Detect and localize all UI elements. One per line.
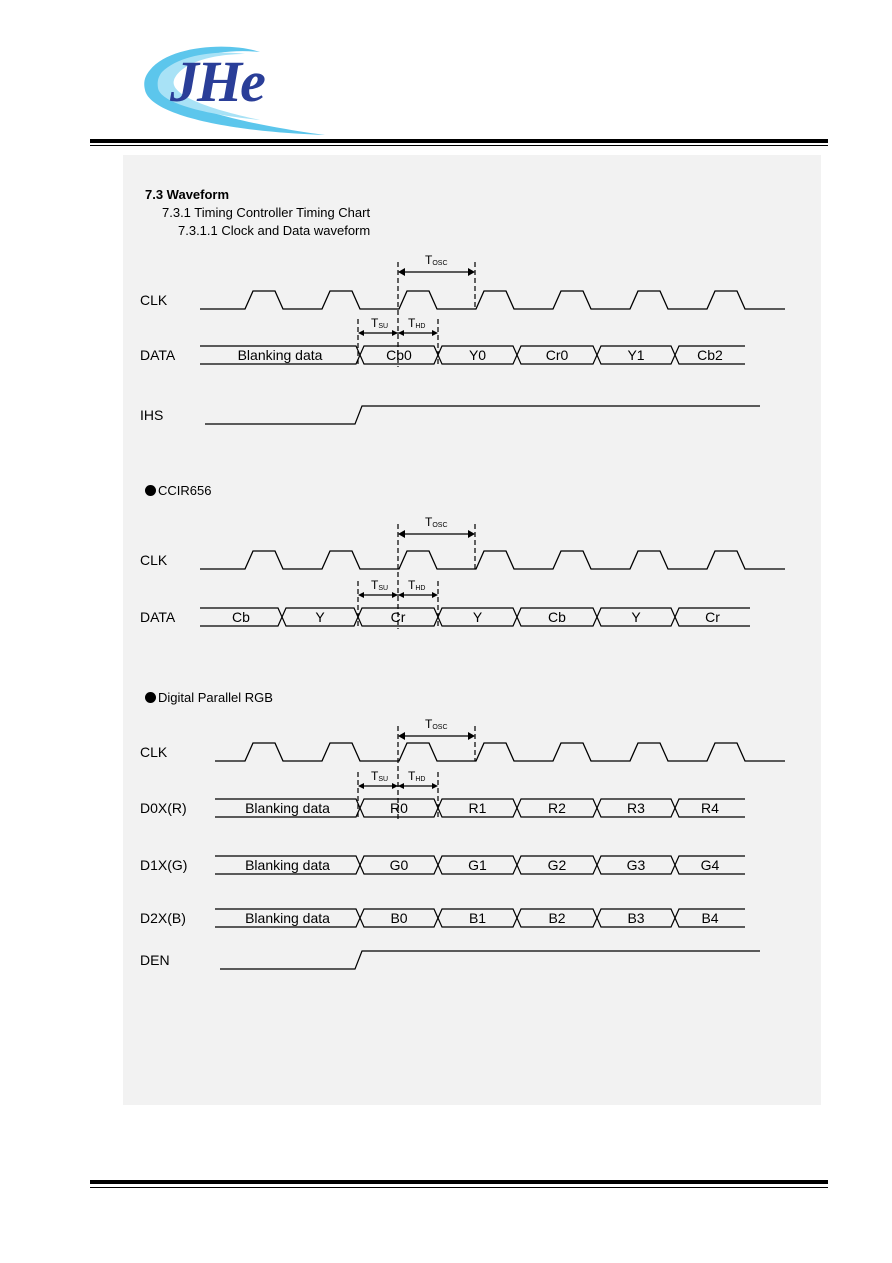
footer-rule-thin xyxy=(90,1187,828,1188)
bus-cell: Cr0 xyxy=(545,347,569,363)
arrow-left-icon xyxy=(398,530,405,538)
thd-label: THD xyxy=(408,578,426,592)
logo-text: JHe xyxy=(170,49,264,114)
bus-cell: R1 xyxy=(468,800,487,816)
arrow-left-icon xyxy=(398,783,404,789)
bus-cell: Cr xyxy=(390,609,406,625)
signal-label-clk: CLK xyxy=(140,292,168,308)
bus-cell: B4 xyxy=(701,910,719,926)
tosc-label: TOSC xyxy=(425,515,448,529)
arrow-right-icon xyxy=(432,783,438,789)
arrow-right-icon xyxy=(468,268,475,276)
bus-cell: G0 xyxy=(389,857,409,873)
bus-cell: Blanking data xyxy=(237,347,323,363)
bus-cell: Cr xyxy=(705,609,720,625)
clock-waveform xyxy=(200,551,785,569)
arrow-right-icon xyxy=(392,330,398,336)
signal-label-d0xr: D0X(R) xyxy=(140,800,187,816)
bus-cell: G2 xyxy=(547,857,567,873)
arrow-left-icon xyxy=(358,330,364,336)
footer-rule xyxy=(90,1180,828,1184)
bus-cell: R2 xyxy=(548,800,566,816)
bus-cell: Cb0 xyxy=(386,347,412,363)
bus-cell: Y xyxy=(315,609,325,625)
tosc-label: TOSC xyxy=(425,717,448,731)
tsu-label: TSU xyxy=(371,769,389,783)
bus-cell: Y xyxy=(472,609,483,625)
section-subtitle: 7.3.1 Timing Controller Timing Chart xyxy=(162,205,371,220)
clock-waveform xyxy=(215,743,785,761)
tosc-label: TOSC xyxy=(425,253,448,267)
signal-label-clk: CLK xyxy=(140,552,168,568)
signal-label-data: DATA xyxy=(140,609,176,625)
bus-cell: B2 xyxy=(548,910,566,926)
signal-label-d2xb: D2X(B) xyxy=(140,910,186,926)
signal-label-den: DEN xyxy=(140,952,170,968)
arrow-left-icon xyxy=(358,783,364,789)
section-title: 7.3 Waveform xyxy=(145,187,230,202)
bus-cell: G4 xyxy=(700,857,720,873)
section-subsubtitle: 7.3.1.1 Clock and Data waveform xyxy=(178,223,371,238)
signal-label-data: DATA xyxy=(140,347,176,363)
bus-cell: Y0 xyxy=(468,347,487,363)
thd-label: THD xyxy=(408,769,426,783)
bus-cell: B1 xyxy=(468,910,487,926)
arrow-left-icon xyxy=(398,732,405,740)
bus-cell: Y1 xyxy=(627,347,645,363)
bus-cell: R3 xyxy=(627,800,645,816)
bus-cell: R0 xyxy=(390,800,408,816)
bus-cell: Blanking data xyxy=(245,857,330,873)
thd-label: THD xyxy=(408,316,426,330)
bus-cell: Cb xyxy=(548,609,566,625)
bus-cell: Blanking data xyxy=(245,800,330,816)
arrow-left-icon xyxy=(358,592,364,598)
arrow-right-icon xyxy=(468,732,475,740)
step-waveform xyxy=(220,951,760,969)
arrow-right-icon xyxy=(468,530,475,538)
bus-cell: Cb2 xyxy=(697,347,723,363)
arrow-right-icon xyxy=(392,783,398,789)
arrow-left-icon xyxy=(398,330,404,336)
bus-cell: B3 xyxy=(627,910,645,926)
bus-cell: R4 xyxy=(701,800,719,816)
step-waveform xyxy=(205,406,760,424)
bus-cell: Y xyxy=(631,609,641,625)
bus-cell: Cb xyxy=(232,609,250,625)
tsu-label: TSU xyxy=(371,578,389,592)
signal-label-clk: CLK xyxy=(140,744,168,760)
bus-cell: Blanking data xyxy=(245,910,330,926)
clock-waveform xyxy=(200,291,785,309)
bus-cell: G3 xyxy=(626,857,646,873)
tsu-label: TSU xyxy=(371,316,389,330)
rgb-heading-text: Digital Parallel RGB xyxy=(158,690,273,705)
arrow-left-icon xyxy=(398,268,405,276)
signal-label-d1xg: D1X(G) xyxy=(140,857,188,873)
signal-label-ihs: IHS xyxy=(140,407,164,423)
bus-cell: B0 xyxy=(390,910,408,926)
arrow-right-icon xyxy=(432,330,438,336)
ccir656-heading-text: CCIR656 xyxy=(158,483,212,498)
arrow-right-icon xyxy=(392,592,398,598)
arrow-left-icon xyxy=(398,592,404,598)
arrow-right-icon xyxy=(432,592,438,598)
bus-cell: G1 xyxy=(468,857,487,873)
